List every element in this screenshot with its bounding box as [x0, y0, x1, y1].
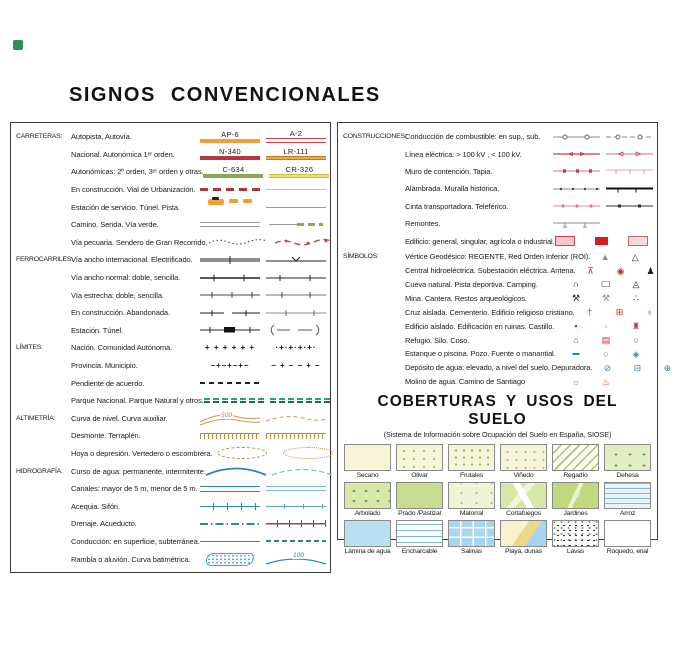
row-label: Central hidroeléctrica. Subestación eléctrica. Antena.	[405, 266, 576, 276]
cable-car-symbol	[606, 200, 653, 212]
elevated-tank-icon: ⊘	[603, 362, 612, 373]
gas-station-icon	[208, 199, 224, 205]
row-label: Hoya o depresión. Vertedero o escombrera.	[71, 448, 213, 458]
row-edificio	[338, 232, 657, 249]
row-acequia	[11, 497, 330, 515]
station-symbol	[200, 322, 260, 338]
row-curva-nivel	[11, 410, 330, 428]
double-track-symbol	[200, 270, 260, 286]
landcover-title: COBERTURAS Y USOS DEL SUELO	[377, 392, 618, 428]
landcover-tile	[344, 444, 391, 479]
landcover-tile	[552, 482, 599, 517]
natural-park-symbol	[270, 398, 330, 403]
landcover-tile	[552, 444, 599, 479]
retaining-wall-symbol	[553, 165, 600, 177]
row-pendiente	[11, 374, 330, 392]
row-nacion	[11, 339, 330, 357]
landcover-tile	[448, 444, 495, 479]
swatch-playa-dunas	[500, 520, 547, 547]
row-hoya	[11, 445, 330, 463]
swatch-olivar	[396, 444, 443, 471]
underground-pipe-symbol	[266, 540, 326, 542]
geodesic-vertex-regente-icon: ▲	[600, 251, 610, 262]
building-general-symbol	[555, 236, 575, 246]
category-carreteras: CARRETERAS:	[16, 133, 63, 141]
autonomic1-road-symbol	[266, 156, 326, 160]
swatch-lamina-agua	[344, 520, 391, 547]
contour-line-symbol	[200, 410, 260, 426]
row-estanque	[338, 347, 657, 361]
track-symbol	[266, 207, 326, 208]
intermittent-stream-symbol	[272, 463, 332, 479]
row-desmonte	[11, 427, 330, 445]
surface-pipe-symbol	[200, 541, 260, 543]
castle-icon: ♜	[631, 321, 641, 332]
row-molino	[338, 375, 657, 389]
row-via-internacional	[11, 251, 330, 269]
row-autonomicas	[11, 163, 330, 181]
tile-label: Lavas	[566, 547, 585, 555]
landcover-tile	[344, 520, 391, 555]
row-label: Curva de nivel. Curva auxiliar.	[71, 413, 168, 423]
tile-label: Playa, dunas	[505, 547, 542, 555]
row-label: Cueva natural. Pista deportiva. Camping.	[405, 279, 538, 289]
swatch-dehesa	[604, 444, 651, 471]
tile-label: Prado /Pastizal	[398, 509, 441, 517]
tile-label: Arroz	[619, 509, 636, 517]
green-corner-mark	[13, 40, 23, 50]
tile-label: Viñedo	[513, 471, 534, 479]
hydro-plant-icon: ⊼	[587, 265, 594, 276]
tile-label: Olivar	[411, 471, 428, 479]
autovia-symbol	[266, 138, 326, 143]
row-camino	[11, 216, 330, 234]
row-label: Molino de agua. Camino de Santiago	[405, 377, 526, 387]
row-drenaje	[11, 515, 330, 533]
road-code-lr111: LR-111	[283, 147, 309, 157]
row-nacional	[11, 146, 330, 164]
spring-icon: ◈	[632, 348, 640, 359]
row-autopista	[11, 128, 330, 146]
landcover-section	[338, 389, 657, 555]
embankment-symbol	[266, 433, 326, 439]
path-symbol	[200, 222, 260, 227]
row-label: Vía ancho internacional. Electrificado.	[71, 255, 193, 265]
category-simbolos: SÍMBOLOS:	[343, 253, 379, 261]
row-label: Cinta transportadora. Teleférico.	[405, 201, 509, 211]
row-provincia	[11, 357, 330, 375]
single-track-symbol	[266, 270, 326, 286]
large-canal-symbol	[200, 486, 260, 492]
row-label: Alambrada. Muralla histórica.	[405, 184, 500, 194]
small-canal-symbol	[266, 486, 326, 491]
swatch-arroz	[604, 482, 651, 509]
wash-alluvium-symbol	[206, 553, 254, 566]
conveyor-symbol	[553, 200, 600, 212]
swatch-secano	[344, 444, 391, 471]
row-label: Remontes.	[405, 219, 441, 229]
autonomic2-road-symbol	[203, 174, 263, 178]
row-label: Cruz aislada. Cementerio. Edificio religioso cristiano.	[405, 307, 575, 317]
row-label: Autopista, Autovía.	[71, 132, 132, 142]
row-label: Muro de contención. Tapia.	[405, 166, 493, 176]
row-via-normal	[11, 269, 330, 287]
region-boundary-symbol: ·+·+·+·+·	[275, 343, 317, 353]
siphon-symbol	[266, 503, 326, 510]
road-code-c634: C-634	[222, 164, 245, 174]
landcover-tile	[396, 482, 443, 517]
row-curso-agua	[11, 462, 330, 480]
rail-construction-symbol	[200, 305, 260, 321]
narrow-double-track-symbol	[200, 287, 260, 303]
row-rambla	[11, 550, 330, 568]
row-deposito	[338, 361, 672, 375]
row-central	[338, 264, 657, 278]
category-hidrografia: HIDROGRAFÍA:	[16, 467, 63, 475]
ground-tank-icon: ⊟	[633, 362, 642, 373]
row-label: Camino. Senda. Vía verde.	[71, 220, 159, 230]
row-label: En construcción. Abandonada.	[71, 308, 170, 318]
auxiliary-contour-symbol	[266, 410, 326, 426]
row-label: Parque Nacional. Parque Natural y otros.	[71, 396, 204, 406]
urbanization-road-symbol	[266, 189, 326, 190]
swatch-arbolado	[344, 482, 391, 509]
row-ffcc-construccion	[11, 304, 330, 322]
cutting-symbol	[200, 433, 260, 439]
row-label: Mina. Cantera. Restos arqueológicos.	[405, 293, 527, 303]
row-mina	[338, 291, 657, 305]
international-rail-symbol	[200, 252, 260, 268]
swatch-lavas	[552, 520, 599, 547]
row-label: Conducción de combustible: en sup., sub.	[405, 132, 541, 142]
cross-icon: †	[587, 307, 593, 318]
row-estacion-servicio	[11, 198, 330, 216]
row-label: Estación. Túnel.	[71, 325, 124, 335]
row-conduccion	[11, 533, 330, 551]
greenway-symbol	[297, 223, 323, 226]
row-label: Estanque o piscina. Pozo. Fuente o manantial.	[405, 349, 556, 359]
gr-trail-symbol	[274, 234, 334, 250]
trail-symbol	[269, 224, 297, 225]
water-mill-icon: ☼	[571, 376, 581, 387]
road-code-ap6: AP-6	[221, 129, 239, 139]
treatment-plant-icon: ⊕	[663, 362, 672, 373]
landcover-tile	[344, 482, 391, 517]
swatch-cortafuegos	[500, 482, 547, 509]
swatch-encharcable	[396, 520, 443, 547]
right-legend-panel	[337, 122, 672, 555]
swatch-jardines	[552, 482, 599, 509]
permanent-stream-symbol	[206, 463, 266, 479]
row-cinta	[338, 198, 657, 215]
landcover-tile	[500, 444, 547, 479]
archaeological-site-icon: ∴	[633, 293, 639, 304]
row-refugio	[338, 333, 657, 347]
pending-boundary-symbol	[200, 382, 260, 384]
tile-label: Matorral	[459, 509, 484, 517]
row-label: Nacional. Autonómica 1ᵉʳ orden.	[71, 149, 175, 159]
row-label: Drenaje. Acueducto.	[71, 519, 137, 529]
swatch-regadio	[552, 444, 599, 471]
landcover-tile	[448, 520, 495, 555]
row-label: Edificio: general, singular, agrícola o industrial.	[405, 236, 555, 246]
fence-wall-symbol	[606, 165, 653, 177]
electrified-rail-symbol	[266, 252, 326, 268]
row-label: Pendiente de acuerdo.	[71, 378, 145, 388]
bathymetric-curve-symbol	[266, 551, 326, 567]
row-cruz	[338, 305, 657, 319]
silo-icon: ▤	[601, 335, 611, 346]
row-combustible	[338, 128, 657, 145]
tile-label: Cortafuegos	[506, 509, 541, 517]
row-label: Canales: mayor de 5 m, menor de 5 m.	[71, 484, 198, 494]
isolated-building-icon: ▪	[574, 321, 578, 332]
historic-wall-symbol	[606, 183, 653, 195]
pond-icon: ▬	[572, 349, 580, 357]
row-label: Vértice Geodésico: REGENTE, Red Orden Inferior (ROI).	[405, 252, 591, 262]
national-boundary-symbol: + + + + + +	[204, 343, 256, 353]
row-remontes	[338, 215, 657, 232]
cave-icon: ∩	[572, 279, 580, 290]
ski-lift-symbol	[553, 218, 600, 230]
narrow-single-track-symbol	[266, 287, 326, 303]
drainage-symbol	[200, 523, 260, 525]
tile-label: Roquedo, erial	[606, 547, 649, 555]
tile-label: Lámina de agua	[344, 547, 391, 555]
municipality-boundary-symbol: – + – – + –	[271, 361, 321, 371]
row-label: Vía ancho normal: doble, sencilla.	[71, 273, 181, 283]
landcover-tile	[500, 520, 547, 555]
refuge-icon: ⌂	[573, 335, 579, 346]
cemetery-icon: ⊞	[615, 307, 624, 318]
row-label: Estación de servicio. Túnel. Pista.	[71, 202, 180, 212]
swatch-roquedo-erial	[604, 520, 651, 547]
row-label: Autonómicas: 2º orden, 3ᵉʳ orden y otras.	[71, 167, 204, 177]
landfill-symbol	[283, 447, 333, 459]
tile-label: Arbolado	[354, 509, 381, 517]
row-label: Edificio aislado. Edificación en ruinas. Castillo.	[405, 321, 555, 331]
row-label: Desmonte. Terraplén.	[71, 431, 141, 441]
tile-label: Jardines	[563, 509, 588, 517]
camping-icon: ◬	[632, 279, 640, 290]
substation-icon: ◉	[616, 265, 625, 276]
powerline-high-symbol	[553, 148, 600, 160]
category-construcciones: CONSTRUCCIONES:	[343, 133, 407, 141]
fuel-pipe-underground-symbol	[606, 131, 653, 143]
row-label: Depósito de agua: elevado, a nivel del suelo. Depuradora.	[405, 363, 593, 373]
row-edif-aislado	[338, 319, 657, 333]
tunnel-symbol	[229, 199, 238, 203]
mine-icon: ⚒	[571, 293, 581, 304]
abandoned-rail-symbol	[266, 305, 326, 321]
row-label: Nación. Comunidad Autónoma.	[71, 343, 173, 353]
irrigation-ditch-symbol	[200, 503, 260, 510]
row-label: Vía estrecha: doble, sencilla.	[71, 290, 164, 300]
row-label: Refugio. Silo. Coso.	[405, 335, 470, 345]
category-ferrocarriles: FERROCARRILES:	[16, 256, 73, 264]
landcover-tile	[500, 482, 547, 517]
row-estacion-tunel	[11, 322, 330, 340]
row-via-pecuaria	[11, 234, 330, 252]
tile-label: Regadío	[563, 471, 588, 479]
row-linea-electrica	[338, 145, 657, 162]
tile-label: Dehesa	[616, 471, 639, 479]
row-canales	[11, 480, 330, 498]
landcover-subtitle: (Sistema de Información sobre Ocupación del Suelo en España, SIOSE)	[383, 429, 612, 439]
church-icon: ♁	[646, 307, 653, 318]
row-alambrada	[338, 180, 657, 197]
road-code-n340: N-340	[219, 147, 241, 157]
row-via-estrecha	[11, 286, 330, 304]
antenna-icon: ♟	[646, 265, 655, 276]
sports-field-icon: □	[601, 279, 611, 290]
national-road-symbol	[200, 156, 260, 160]
province-boundary-symbol: –+–+–+–	[210, 361, 250, 371]
row-muro	[338, 163, 657, 180]
aqueduct-symbol	[266, 520, 326, 527]
road-code-cr326: CR-326	[285, 164, 314, 174]
well-icon: ○	[603, 348, 609, 359]
rail-tunnel-symbol	[266, 322, 326, 338]
road-construction-symbol	[200, 188, 260, 191]
row-cueva	[338, 278, 657, 292]
swatch-prado	[396, 482, 443, 509]
swatch-vinedo	[500, 444, 547, 471]
landcover-grid	[344, 444, 651, 555]
national-park-symbol	[204, 398, 264, 403]
landcover-tile	[396, 444, 443, 479]
landcover-tile	[604, 444, 651, 479]
row-vertice	[338, 250, 657, 264]
category-altimetria: ALTIMETRÍA:	[16, 414, 56, 422]
tile-label: Frutales	[460, 471, 483, 479]
swatch-frutales	[448, 444, 495, 471]
fuel-pipe-surface-symbol	[553, 131, 600, 143]
depression-symbol	[217, 447, 267, 459]
ruins-icon: ▫	[604, 321, 608, 332]
tile-label: Salinas	[461, 547, 482, 555]
swatch-salinas	[448, 520, 495, 547]
landcover-tile	[604, 520, 651, 555]
row-parque	[11, 392, 330, 410]
bathymetric-value-label: 100	[293, 552, 304, 560]
row-label: Vía pecuaria. Sendero de Gran Recorrido.	[71, 237, 208, 247]
category-limites: LÍMITES:	[16, 344, 43, 352]
tunnel-symbol	[243, 199, 252, 203]
page-title: SIGNOS CONVENCIONALES	[69, 84, 381, 106]
row-label: Acequia. Sifón.	[71, 501, 120, 511]
landcover-tile	[448, 482, 495, 517]
row-label: Línea eléctrica: > 100 kV , < 100 kV.	[405, 149, 522, 159]
row-en-construccion-vial	[11, 181, 330, 199]
tile-label: Secano	[356, 471, 379, 479]
livestock-trail-symbol	[208, 234, 268, 250]
row-label: Provincia. Municipio.	[71, 361, 138, 371]
tile-label: Encharcable	[401, 547, 438, 555]
landcover-tile	[552, 520, 599, 555]
landcover-tile	[604, 482, 651, 517]
powerline-low-symbol	[606, 148, 653, 160]
motorway-symbol	[200, 139, 260, 143]
row-label: Curso de agua: permanente, intermitente.	[71, 466, 206, 476]
building-singular-symbol	[595, 237, 608, 245]
quarry-icon: ⚒	[601, 293, 611, 304]
bullring-icon: ○	[633, 335, 639, 346]
road-code-a2: A-2	[289, 129, 303, 139]
camino-santiago-shell-icon: ♨	[601, 376, 611, 387]
contour-value-label: 500	[221, 412, 232, 420]
autonomic3-road-symbol	[269, 174, 329, 178]
row-label: En construcción. Vial de Urbanización.	[71, 185, 196, 195]
wire-fence-symbol	[553, 183, 600, 195]
row-label: Conducción: en superficie, subterránea.	[71, 536, 200, 546]
left-legend-panel	[10, 122, 331, 573]
building-agricultural-symbol	[628, 236, 648, 246]
landcover-tile	[396, 520, 443, 555]
row-label: Rambla o aluvión. Curva batimétrica.	[71, 554, 191, 564]
swatch-matorral	[448, 482, 495, 509]
geodesic-vertex-roi-icon: △	[631, 251, 639, 262]
